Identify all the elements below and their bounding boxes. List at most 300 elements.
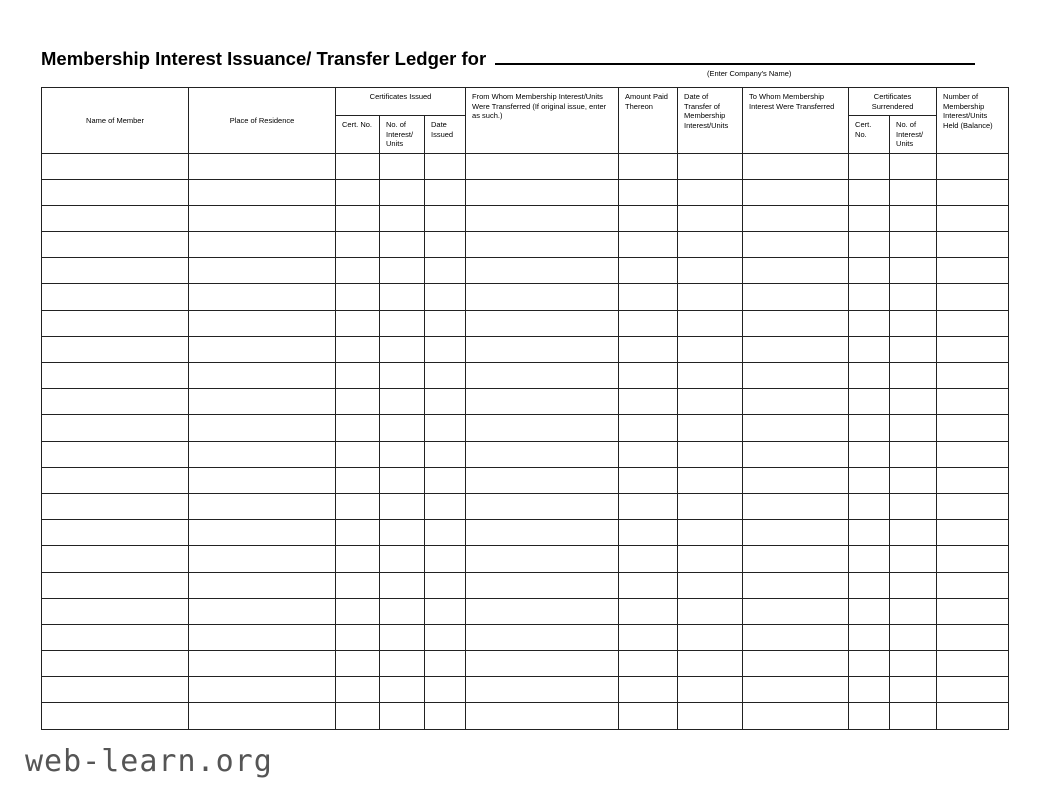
table-cell[interactable] [678, 336, 743, 362]
table-cell[interactable] [849, 703, 890, 729]
header-date-issued: Date Issued [425, 116, 466, 154]
table-cell[interactable] [678, 232, 743, 258]
table-cell[interactable] [425, 310, 466, 336]
table-cell[interactable] [425, 179, 466, 205]
table-cell[interactable] [42, 389, 189, 415]
table-cell[interactable] [937, 415, 1009, 441]
table-cell[interactable] [380, 363, 425, 389]
table-cell[interactable] [743, 415, 849, 441]
table-cell[interactable] [42, 284, 189, 310]
table-cell[interactable] [336, 572, 380, 598]
table-row [42, 415, 1009, 441]
table-cell[interactable] [380, 598, 425, 624]
header-certificates-surrendered: Certificates Surrendered [849, 88, 937, 116]
table-cell[interactable] [619, 546, 678, 572]
table-cell[interactable] [619, 232, 678, 258]
table-cell[interactable] [189, 624, 336, 650]
table-cell[interactable] [466, 703, 619, 729]
table-cell[interactable] [619, 441, 678, 467]
table-row [42, 205, 1009, 231]
header-date-of-transfer: Date of Transfer of Membership Interest/Units [678, 88, 743, 154]
table-cell[interactable] [678, 598, 743, 624]
table-cell[interactable] [678, 703, 743, 729]
table-cell[interactable] [937, 703, 1009, 729]
table-cell[interactable] [425, 677, 466, 703]
table-cell[interactable] [466, 572, 619, 598]
table-cell[interactable] [42, 572, 189, 598]
table-cell[interactable] [743, 258, 849, 284]
table-cell[interactable] [466, 179, 619, 205]
table-cell[interactable] [189, 310, 336, 336]
table-cell[interactable] [619, 677, 678, 703]
table-cell[interactable] [890, 598, 937, 624]
table-cell[interactable] [189, 493, 336, 519]
table-row [42, 677, 1009, 703]
table-cell[interactable] [42, 598, 189, 624]
table-cell[interactable] [336, 677, 380, 703]
table-cell[interactable] [336, 179, 380, 205]
table-cell[interactable] [619, 572, 678, 598]
table-cell[interactable] [619, 493, 678, 519]
table-cell[interactable] [380, 624, 425, 650]
table-cell[interactable] [466, 153, 619, 179]
table-cell[interactable] [189, 651, 336, 677]
table-cell[interactable] [890, 441, 937, 467]
table-cell[interactable] [42, 205, 189, 231]
company-name-blank[interactable] [495, 47, 975, 65]
table-cell[interactable] [425, 336, 466, 362]
table-cell[interactable] [189, 389, 336, 415]
table-cell[interactable] [619, 179, 678, 205]
table-cell[interactable] [849, 336, 890, 362]
table-cell[interactable] [743, 284, 849, 310]
table-cell[interactable] [890, 153, 937, 179]
table-cell[interactable] [425, 258, 466, 284]
table-cell[interactable] [189, 441, 336, 467]
table-cell[interactable] [743, 389, 849, 415]
table-cell[interactable] [189, 232, 336, 258]
table-cell[interactable] [678, 258, 743, 284]
table-cell[interactable] [336, 205, 380, 231]
table-cell[interactable] [619, 363, 678, 389]
table-cell[interactable] [937, 441, 1009, 467]
table-cell[interactable] [336, 546, 380, 572]
table-cell[interactable] [380, 467, 425, 493]
table-cell[interactable] [380, 232, 425, 258]
table-cell[interactable] [336, 651, 380, 677]
table-cell[interactable] [466, 598, 619, 624]
table-cell[interactable] [466, 493, 619, 519]
table-cell[interactable] [743, 598, 849, 624]
table-cell[interactable] [336, 703, 380, 729]
table-cell[interactable] [743, 651, 849, 677]
table-cell[interactable] [380, 493, 425, 519]
table-cell[interactable] [425, 546, 466, 572]
table-cell[interactable] [678, 624, 743, 650]
header-place-of-residence: Place of Residence [189, 88, 336, 154]
table-cell[interactable] [849, 624, 890, 650]
table-cell[interactable] [743, 546, 849, 572]
table-cell[interactable] [849, 258, 890, 284]
table-cell[interactable] [189, 179, 336, 205]
table-cell[interactable] [937, 677, 1009, 703]
table-cell[interactable] [189, 467, 336, 493]
table-cell[interactable] [466, 389, 619, 415]
table-cell[interactable] [42, 677, 189, 703]
header-amount-paid: Amount Paid Thereon [619, 88, 678, 154]
header-surrendered-cert-no: Cert. No. [849, 116, 890, 154]
table-cell[interactable] [189, 677, 336, 703]
table-cell[interactable] [42, 258, 189, 284]
table-cell[interactable] [189, 284, 336, 310]
table-cell[interactable] [42, 336, 189, 362]
table-cell[interactable] [380, 284, 425, 310]
header-balance: Number of Membership Interest/Units Held (Balance) [937, 88, 1009, 154]
table-cell[interactable] [619, 520, 678, 546]
table-cell[interactable] [425, 598, 466, 624]
table-cell[interactable] [425, 651, 466, 677]
table-cell[interactable] [425, 205, 466, 231]
header-from-whom: From Whom Membership Interest/Units Were Transferred (If original issue, enter as such.) [466, 88, 619, 154]
table-cell[interactable] [849, 284, 890, 310]
table-cell[interactable] [42, 467, 189, 493]
table-cell[interactable] [336, 153, 380, 179]
table-cell[interactable] [380, 520, 425, 546]
table-cell[interactable] [890, 703, 937, 729]
table-cell[interactable] [849, 153, 890, 179]
table-cell[interactable] [42, 624, 189, 650]
table-cell[interactable] [743, 153, 849, 179]
table-cell[interactable] [336, 258, 380, 284]
table-cell[interactable] [189, 336, 336, 362]
company-name-hint: (Enter Company's Name) [707, 69, 792, 78]
table-cell[interactable] [380, 336, 425, 362]
table-cell[interactable] [890, 336, 937, 362]
table-cell[interactable] [678, 310, 743, 336]
table-cell[interactable] [849, 677, 890, 703]
table-cell[interactable] [937, 467, 1009, 493]
table-row [42, 493, 1009, 519]
table-cell[interactable] [619, 153, 678, 179]
table-cell[interactable] [849, 389, 890, 415]
table-cell[interactable] [890, 179, 937, 205]
table-cell[interactable] [336, 310, 380, 336]
table-cell[interactable] [743, 493, 849, 519]
table-cell[interactable] [937, 546, 1009, 572]
table-cell[interactable] [336, 520, 380, 546]
table-cell[interactable] [937, 624, 1009, 650]
table-cell[interactable] [849, 232, 890, 258]
table-cell[interactable] [380, 546, 425, 572]
table-cell[interactable] [678, 651, 743, 677]
table-cell[interactable] [678, 572, 743, 598]
table-cell[interactable] [743, 467, 849, 493]
table-row [42, 467, 1009, 493]
table-cell[interactable] [890, 205, 937, 231]
table-row [42, 363, 1009, 389]
table-cell[interactable] [466, 441, 619, 467]
table-cell[interactable] [937, 232, 1009, 258]
table-cell[interactable] [466, 310, 619, 336]
table-cell[interactable] [743, 205, 849, 231]
header-certificates-issued: Certificates Issued [336, 88, 466, 116]
table-cell[interactable] [336, 232, 380, 258]
table-cell[interactable] [42, 703, 189, 729]
table-cell[interactable] [678, 520, 743, 546]
table-cell[interactable] [890, 493, 937, 519]
table-cell[interactable] [849, 441, 890, 467]
table-cell[interactable] [425, 415, 466, 441]
table-cell[interactable] [380, 441, 425, 467]
table-cell[interactable] [466, 624, 619, 650]
table-cell[interactable] [937, 520, 1009, 546]
table-cell[interactable] [425, 572, 466, 598]
table-cell[interactable] [425, 363, 466, 389]
table-cell[interactable] [425, 232, 466, 258]
table-cell[interactable] [890, 415, 937, 441]
table-cell[interactable] [619, 336, 678, 362]
table-row [42, 258, 1009, 284]
table-cell[interactable] [849, 179, 890, 205]
table-cell[interactable] [189, 703, 336, 729]
table-cell[interactable] [937, 493, 1009, 519]
table-cell[interactable] [380, 389, 425, 415]
table-cell[interactable] [890, 363, 937, 389]
table-cell[interactable] [849, 520, 890, 546]
table-row [42, 598, 1009, 624]
table-cell[interactable] [425, 493, 466, 519]
table-cell[interactable] [937, 205, 1009, 231]
table-row [42, 153, 1009, 179]
table-cell[interactable] [189, 205, 336, 231]
table-cell[interactable] [743, 336, 849, 362]
title-text: Membership Interest Issuance/ Transfer Ledger for [41, 48, 487, 69]
table-cell[interactable] [466, 363, 619, 389]
table-cell[interactable] [466, 232, 619, 258]
table-cell[interactable] [890, 258, 937, 284]
table-cell[interactable] [743, 310, 849, 336]
table-cell[interactable] [743, 624, 849, 650]
table-cell[interactable] [425, 284, 466, 310]
table-cell[interactable] [890, 284, 937, 310]
table-cell[interactable] [42, 363, 189, 389]
table-cell[interactable] [380, 310, 425, 336]
table-cell[interactable] [678, 205, 743, 231]
table-row [42, 284, 1009, 310]
table-cell[interactable] [849, 598, 890, 624]
table-cell[interactable] [42, 546, 189, 572]
table-row [42, 624, 1009, 650]
table-cell[interactable] [425, 624, 466, 650]
table-cell[interactable] [937, 258, 1009, 284]
table-cell[interactable] [678, 441, 743, 467]
table-cell[interactable] [336, 389, 380, 415]
table-cell[interactable] [678, 493, 743, 519]
header-to-whom: To Whom Membership Interest Were Transferred [743, 88, 849, 154]
table-cell[interactable] [678, 389, 743, 415]
table-cell[interactable] [890, 651, 937, 677]
table-cell[interactable] [336, 284, 380, 310]
table-cell[interactable] [380, 153, 425, 179]
table-cell[interactable] [380, 572, 425, 598]
table-cell[interactable] [890, 389, 937, 415]
table-cell[interactable] [937, 179, 1009, 205]
table-cell[interactable] [937, 284, 1009, 310]
table-cell[interactable] [189, 258, 336, 284]
table-cell[interactable] [678, 363, 743, 389]
table-cell[interactable] [937, 651, 1009, 677]
table-cell[interactable] [466, 336, 619, 362]
table-cell[interactable] [189, 572, 336, 598]
table-cell[interactable] [937, 310, 1009, 336]
table-row [42, 651, 1009, 677]
header-name-of-member: Name of Member [42, 88, 189, 154]
table-cell[interactable] [189, 415, 336, 441]
table-cell[interactable] [849, 572, 890, 598]
table-cell[interactable] [425, 520, 466, 546]
table-cell[interactable] [678, 546, 743, 572]
table-cell[interactable] [937, 363, 1009, 389]
table-cell[interactable] [937, 336, 1009, 362]
table-cell[interactable] [678, 284, 743, 310]
table-cell[interactable] [466, 415, 619, 441]
table-cell[interactable] [619, 205, 678, 231]
table-cell[interactable] [42, 441, 189, 467]
table-cell[interactable] [849, 415, 890, 441]
table-cell[interactable] [336, 363, 380, 389]
table-cell[interactable] [619, 598, 678, 624]
table-cell[interactable] [743, 677, 849, 703]
table-cell[interactable] [678, 179, 743, 205]
table-cell[interactable] [849, 651, 890, 677]
table-cell[interactable] [890, 520, 937, 546]
header-cert-no: Cert. No. [336, 116, 380, 154]
table-cell[interactable] [849, 546, 890, 572]
table-cell[interactable] [466, 546, 619, 572]
table-cell[interactable] [42, 232, 189, 258]
table-cell[interactable] [466, 677, 619, 703]
table-cell[interactable] [678, 153, 743, 179]
table-cell[interactable] [42, 310, 189, 336]
table-cell[interactable] [619, 284, 678, 310]
table-cell[interactable] [380, 677, 425, 703]
table-cell[interactable] [890, 232, 937, 258]
table-cell[interactable] [619, 415, 678, 441]
table-cell[interactable] [466, 651, 619, 677]
table-cell[interactable] [336, 467, 380, 493]
table-cell[interactable] [937, 153, 1009, 179]
table-cell[interactable] [466, 467, 619, 493]
table-cell[interactable] [42, 651, 189, 677]
table-row [42, 232, 1009, 258]
table-cell[interactable] [466, 520, 619, 546]
table-cell[interactable] [425, 703, 466, 729]
table-cell[interactable] [42, 493, 189, 519]
table-cell[interactable] [425, 441, 466, 467]
table-cell[interactable] [849, 205, 890, 231]
table-cell[interactable] [380, 415, 425, 441]
table-cell[interactable] [890, 677, 937, 703]
table-cell[interactable] [849, 467, 890, 493]
table-cell[interactable] [849, 363, 890, 389]
table-cell[interactable] [937, 572, 1009, 598]
table-cell[interactable] [678, 677, 743, 703]
table-cell[interactable] [380, 258, 425, 284]
table-cell[interactable] [937, 598, 1009, 624]
table-cell[interactable] [336, 336, 380, 362]
table-cell[interactable] [678, 415, 743, 441]
table-row [42, 546, 1009, 572]
table-cell[interactable] [619, 310, 678, 336]
table-cell[interactable] [619, 624, 678, 650]
table-row [42, 179, 1009, 205]
table-cell[interactable] [189, 363, 336, 389]
table-cell[interactable] [380, 703, 425, 729]
table-cell[interactable] [425, 389, 466, 415]
table-row [42, 572, 1009, 598]
table-cell[interactable] [466, 205, 619, 231]
table-cell[interactable] [425, 467, 466, 493]
table-row [42, 520, 1009, 546]
table-cell[interactable] [890, 572, 937, 598]
table-cell[interactable] [743, 363, 849, 389]
table-cell[interactable] [42, 520, 189, 546]
table-cell[interactable] [189, 520, 336, 546]
table-cell[interactable] [743, 441, 849, 467]
table-cell[interactable] [189, 153, 336, 179]
table-row [42, 441, 1009, 467]
table-cell[interactable] [380, 205, 425, 231]
table-cell[interactable] [189, 598, 336, 624]
table-cell[interactable] [336, 598, 380, 624]
table-cell[interactable] [380, 179, 425, 205]
table-cell[interactable] [42, 415, 189, 441]
page-title [41, 47, 975, 70]
table-cell[interactable] [849, 310, 890, 336]
table-cell[interactable] [619, 651, 678, 677]
table-cell[interactable] [849, 493, 890, 519]
table-cell[interactable] [743, 572, 849, 598]
table-cell[interactable] [743, 179, 849, 205]
table-cell[interactable] [336, 441, 380, 467]
table-cell[interactable] [890, 310, 937, 336]
table-cell[interactable] [890, 467, 937, 493]
table-cell[interactable] [743, 232, 849, 258]
table-cell[interactable] [890, 546, 937, 572]
table-cell[interactable] [42, 179, 189, 205]
table-cell[interactable] [189, 546, 336, 572]
table-cell[interactable] [336, 624, 380, 650]
table-cell[interactable] [466, 258, 619, 284]
table-cell[interactable] [425, 153, 466, 179]
table-cell[interactable] [619, 389, 678, 415]
table-cell[interactable] [336, 415, 380, 441]
table-cell[interactable] [619, 258, 678, 284]
table-cell[interactable] [619, 703, 678, 729]
table-row [42, 389, 1009, 415]
header-surrendered-no-of-interest: No. of Interest/ Units [890, 116, 937, 154]
table-cell[interactable] [42, 153, 189, 179]
table-cell[interactable] [890, 624, 937, 650]
table-cell[interactable] [336, 493, 380, 519]
table-cell[interactable] [466, 284, 619, 310]
table-cell[interactable] [619, 467, 678, 493]
table-cell[interactable] [678, 467, 743, 493]
table-cell[interactable] [937, 389, 1009, 415]
table-cell[interactable] [743, 703, 849, 729]
table-cell[interactable] [743, 520, 849, 546]
table-cell[interactable] [380, 651, 425, 677]
